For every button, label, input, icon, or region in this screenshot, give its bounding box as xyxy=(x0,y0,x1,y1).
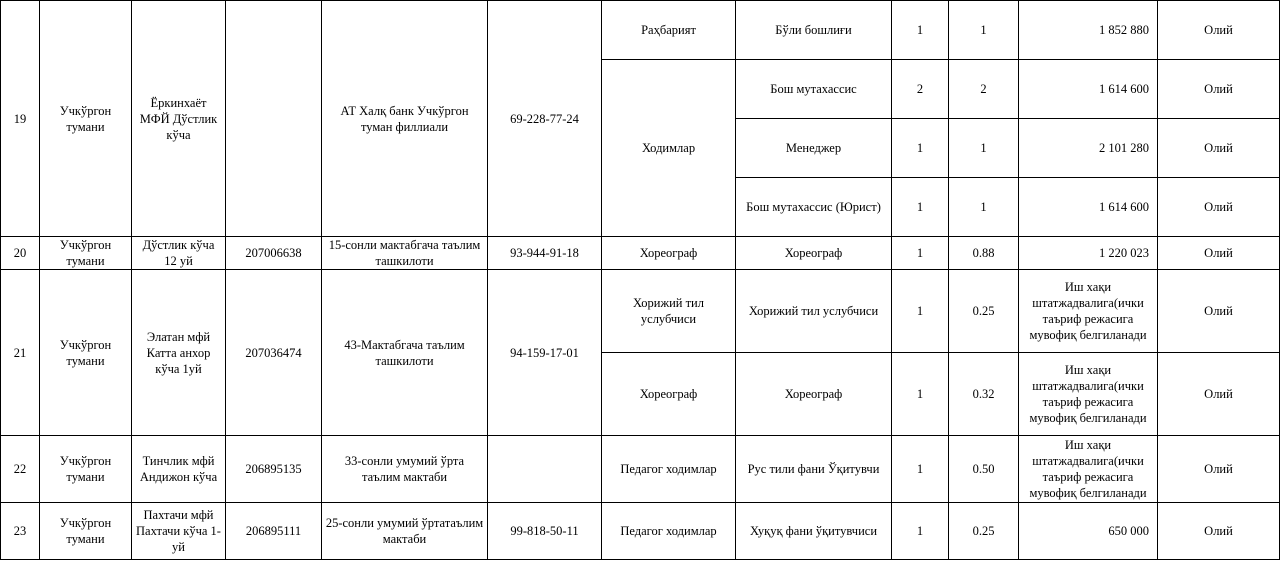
position-cell: Хореограф xyxy=(736,353,892,436)
table-row xyxy=(1,503,1280,560)
rate-cell: 2 xyxy=(949,60,1019,119)
count-cell: 1 xyxy=(892,178,949,237)
education-cell: Олий xyxy=(1158,503,1280,560)
phone-cell: 93-944-91-18 xyxy=(488,237,602,270)
address-cell: Элатан мфй Катта анхор кўча 1уй xyxy=(132,270,226,436)
salary-cell: 1 220 023 xyxy=(1019,237,1158,270)
table-row xyxy=(1,436,1280,503)
category-cell: Педагог ходимлар xyxy=(602,436,736,503)
category-cell: Ходимлар xyxy=(602,60,736,237)
education-cell: Олий xyxy=(1158,270,1280,353)
inn-cell xyxy=(226,1,322,237)
rate-cell: 0.25 xyxy=(949,503,1019,560)
address-cell: Тинчлик мфй Андижон кўча xyxy=(132,436,226,503)
rate-cell: 1 xyxy=(949,119,1019,178)
salary-cell: 1 614 600 xyxy=(1019,60,1158,119)
position-cell: Рус тили фани Ўқитувчи xyxy=(736,436,892,503)
rate-cell: 1 xyxy=(949,1,1019,60)
district-cell: Учкўргон тумани xyxy=(40,237,132,270)
education-cell: Олий xyxy=(1158,1,1280,60)
count-cell: 1 xyxy=(892,353,949,436)
phone-cell: 69-228-77-24 xyxy=(488,1,602,237)
salary-cell: Иш хақи штатжадвалига(ички таъриф режасига мувофиқ белгиланади xyxy=(1019,436,1158,503)
education-cell: Олий xyxy=(1158,237,1280,270)
district-cell: Учкўргон тумани xyxy=(40,270,132,436)
row-number: 19 xyxy=(1,1,40,237)
phone-cell: 99-818-50-11 xyxy=(488,503,602,560)
salary-cell: Иш хақи штатжадвалига(ички таъриф режасига мувофиқ белгиланади xyxy=(1019,353,1158,436)
rate-cell: 0.32 xyxy=(949,353,1019,436)
category-cell: Хореограф xyxy=(602,237,736,270)
position-cell: Менеджер xyxy=(736,119,892,178)
category-cell: Хореограф xyxy=(602,353,736,436)
inn-cell: 207006638 xyxy=(226,237,322,270)
inn-cell: 206895135 xyxy=(226,436,322,503)
count-cell: 1 xyxy=(892,1,949,60)
district-cell: Учкўргон тумани xyxy=(40,436,132,503)
salary-cell: 2 101 280 xyxy=(1019,119,1158,178)
row-number: 20 xyxy=(1,237,40,270)
category-cell: Педагог ходимлар xyxy=(602,503,736,560)
phone-cell: 94-159-17-01 xyxy=(488,270,602,436)
table-row xyxy=(1,237,1280,270)
count-cell: 1 xyxy=(892,119,949,178)
salary-cell: Иш хақи штатжадвалига(ички таъриф режасига мувофиқ белгиланади xyxy=(1019,270,1158,353)
rate-cell: 1 xyxy=(949,178,1019,237)
table-row xyxy=(1,270,1280,353)
count-cell: 2 xyxy=(892,60,949,119)
position-cell: Бўли бошлиғи xyxy=(736,1,892,60)
rate-cell: 0.25 xyxy=(949,270,1019,353)
inn-cell: 207036474 xyxy=(226,270,322,436)
table-row xyxy=(1,1,1280,60)
category-cell: Раҳбарият xyxy=(602,1,736,60)
count-cell: 1 xyxy=(892,503,949,560)
row-number: 21 xyxy=(1,270,40,436)
position-cell: Бош мутахассис xyxy=(736,60,892,119)
row-number: 22 xyxy=(1,436,40,503)
organization-cell: 25-сонли умумий ўртатаълим мактаби xyxy=(322,503,488,560)
salary-cell: 1 614 600 xyxy=(1019,178,1158,237)
salary-cell: 1 852 880 xyxy=(1019,1,1158,60)
education-cell: Олий xyxy=(1158,119,1280,178)
inn-cell: 206895111 xyxy=(226,503,322,560)
category-cell: Хорижий тил услубчиси xyxy=(602,270,736,353)
address-cell: Дўстлик кўча 12 уй xyxy=(132,237,226,270)
education-cell: Олий xyxy=(1158,436,1280,503)
district-cell: Учкўргон тумани xyxy=(40,1,132,237)
row-number: 23 xyxy=(1,503,40,560)
organization-cell: 15-сонли мактабгача таълим ташкилоти xyxy=(322,237,488,270)
count-cell: 1 xyxy=(892,436,949,503)
organization-cell: 43-Мактабгача таълим ташкилоти xyxy=(322,270,488,436)
address-cell: Ёркинхаёт МФЙ Дўстлик кўча xyxy=(132,1,226,237)
count-cell: 1 xyxy=(892,237,949,270)
position-cell: Хореограф xyxy=(736,237,892,270)
rate-cell: 0.50 xyxy=(949,436,1019,503)
education-cell: Олий xyxy=(1158,60,1280,119)
organization-cell: АТ Халқ банк Учкўргон туман филлиали xyxy=(322,1,488,237)
organization-cell: 33-сонли умумий ўрта таълим мактаби xyxy=(322,436,488,503)
phone-cell xyxy=(488,436,602,503)
position-cell: Хорижий тил услубчиси xyxy=(736,270,892,353)
position-cell: Бош мутахассис (Юрист) xyxy=(736,178,892,237)
salary-cell: 650 000 xyxy=(1019,503,1158,560)
rate-cell: 0.88 xyxy=(949,237,1019,270)
education-cell: Олий xyxy=(1158,178,1280,237)
address-cell: Пахтачи мфй Пахтачи кўча 1-уй xyxy=(132,503,226,560)
count-cell: 1 xyxy=(892,270,949,353)
position-cell: Хуқуқ фани ўқитувчиси xyxy=(736,503,892,560)
education-cell: Олий xyxy=(1158,353,1280,436)
district-cell: Учкўргон тумани xyxy=(40,503,132,560)
